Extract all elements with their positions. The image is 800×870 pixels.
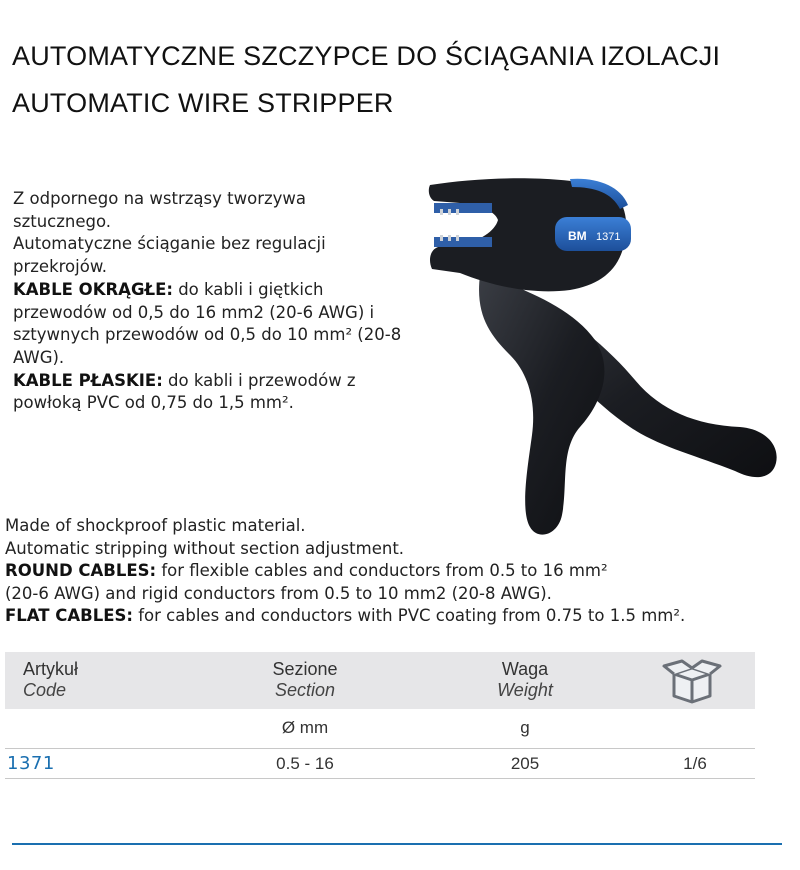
desc-pl-round-text: do kabli i giętkich przewodów od 0,5 do 16 mm2 (20-6 AWG) i sztywnych przewodów od 0,5 do 10 mm² (20-8 AWG). [13,279,402,367]
box-icon [660,658,724,704]
desc-en-line2: Automatic stripping without section adjustment. [5,538,405,558]
cell-pack: 1/6 [683,754,707,773]
title-block [12,40,720,119]
desc-pl-flat-text: do kabli i przewodów z powłoką PVC od 0,75 do 1,5 mm². [13,370,356,413]
model-number: 1371 [596,231,621,243]
unit-weight: g [520,718,530,737]
desc-en-round-text-1: for flexible cables and conductors from 0.5 to 16 mm² [156,561,608,580]
desc-en-round-text-2: (20-6 AWG) and rigid conductors from 0.5 to 10 mm2 (20-8 AWG). [5,583,552,603]
units-row [5,709,755,749]
header-weight [425,659,625,701]
desc-pl-line2: Automatyczne ściąganie bez regulacji przekrojów. [13,234,326,277]
header-code [23,659,78,701]
desc-pl-flat-label: KABLE PŁASKIE: [13,370,163,390]
header-section-it: Sezione [272,659,338,679]
header-code-pl: Artykuł [23,659,79,679]
desc-en-flat-text: for cables and conductors with PVC coating from 0.75 to 1.5 mm². [133,606,686,625]
header-weight-en: Weight [497,680,553,700]
desc-en-line1: Made of shockproof plastic material. [5,516,306,535]
cell-weight: 205 [510,754,540,773]
table-row [5,749,755,779]
table-header [5,652,755,709]
cell-section: 0.5 - 16 [276,754,334,773]
header-section-en: Section [274,680,336,700]
header-section [205,659,405,701]
header-code-en: Code [23,680,67,700]
footer-divider [12,843,782,845]
wire-stripper-image [420,165,790,545]
title-english: AUTOMATIC WIRE STRIPPER [12,88,394,118]
desc-pl-line1: Z odpornego na wstrząsy tworzywa sztucznego. [13,189,307,231]
header-weight-it: Waga [501,659,549,679]
title-polish: AUTOMATYCZNE SZCZYPCE DO ŚCIĄGANIA IZOLACJI [12,41,721,71]
description-english [5,515,800,628]
spec-table [5,652,755,779]
desc-en-round-label: ROUND CABLES: [5,561,157,580]
desc-pl-round-label: KABLE OKRĄGŁE: [13,279,173,299]
unit-section: Ø mm [281,718,329,737]
desc-en-flat-label: FLAT CABLES: [5,606,133,625]
description-polish [13,188,403,415]
brand-logo: BM [568,229,587,243]
cell-code: 1371 [7,753,55,774]
